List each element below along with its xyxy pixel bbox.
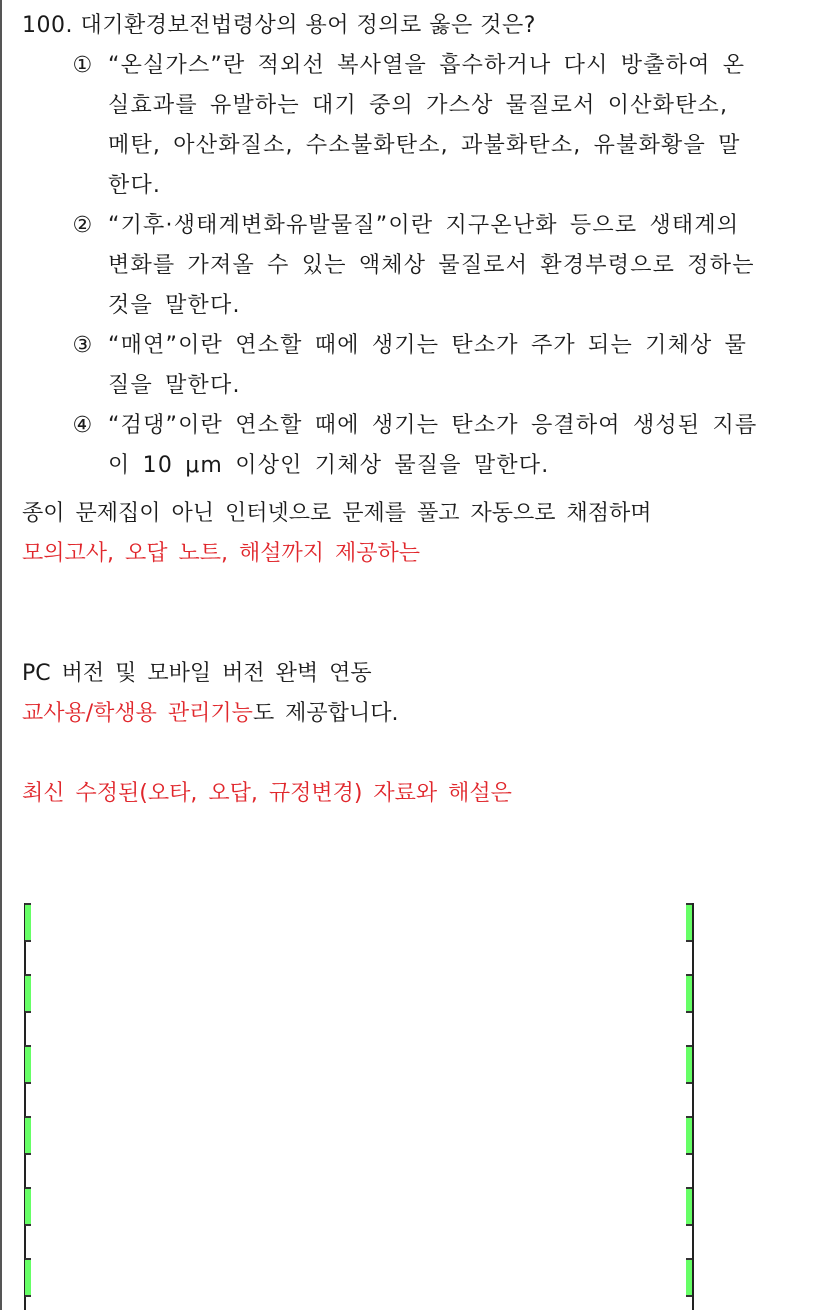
option-number-2: ② bbox=[72, 213, 94, 238]
option-1 bbox=[22, 46, 758, 206]
sprocket-icon bbox=[25, 974, 31, 1013]
sprocket-icon bbox=[686, 1116, 692, 1155]
promo-line-3: PC 버전 및 모바일 버전 완벽 연동 bbox=[22, 661, 372, 686]
sprocket-icon bbox=[25, 1187, 31, 1226]
promo-line-4-rest: 도 제공합니다. bbox=[252, 701, 399, 726]
sprocket-icon bbox=[686, 1187, 692, 1226]
sprocket-icon bbox=[686, 903, 692, 942]
option-4 bbox=[22, 406, 758, 486]
option-3 bbox=[22, 326, 758, 406]
film-strip-left bbox=[24, 903, 32, 1310]
sprocket-icon bbox=[686, 1258, 692, 1297]
sprocket-icon bbox=[686, 1045, 692, 1084]
film-strip-right bbox=[686, 903, 694, 1310]
sprocket-icon bbox=[25, 1045, 31, 1084]
option-text-3: “매연”이란 연소할 때에 생기는 탄소가 주가 되는 기체상 물질을 말한다. bbox=[108, 333, 748, 398]
film-rail-right bbox=[692, 903, 694, 1310]
promo-line-5: 최신 수정된(오타, 오답, 규정변경) 자료와 해설은 bbox=[22, 781, 512, 806]
option-text-1: “온실가스”란 적외선 복사열을 흡수하거나 다시 방출하여 온실효과를 유발하는 대기 중의 가스상 물질로서 이산화탄소, 메탄, 아산화질소, 수소불화탄소, 과불화탄소, 유불화황을 말한다. bbox=[108, 53, 746, 198]
question-block bbox=[22, 6, 812, 486]
promo-line-1: 종이 문제집이 아닌 인터넷으로 문제를 풀고 자동으로 채점하며 bbox=[22, 501, 652, 526]
option-text-2: “기후·생태계변화유발물질”이란 지구온난화 등으로 생태계의 변화를 가져올 수 있는 액체상 물질로서 환경부령으로 정하는 것을 말한다. bbox=[108, 213, 755, 318]
option-number-4: ④ bbox=[72, 413, 94, 438]
sprocket-icon bbox=[25, 1258, 31, 1297]
promo-line-4-highlight: 교사용/학생용 관리기능 bbox=[22, 701, 253, 726]
sprocket-icon bbox=[25, 903, 31, 942]
option-number-1: ① bbox=[72, 53, 94, 78]
option-2 bbox=[22, 206, 758, 326]
option-number-3: ③ bbox=[72, 333, 94, 358]
promo-line-2: 모의고사, 오답 노트, 해설까지 제공하는 bbox=[22, 541, 420, 566]
question-title: 100. 대기환경보전법령상의 용어 정의로 옳은 것은? bbox=[22, 13, 536, 38]
promo-line-4 bbox=[22, 694, 812, 734]
sprocket-icon bbox=[686, 974, 692, 1013]
sprocket-icon bbox=[25, 1116, 31, 1155]
option-text-4: “검댕”이란 연소할 때에 생기는 탄소가 응결하여 생성된 지름이 10 μm 이상인 기체상 물질을 말한다. bbox=[108, 413, 758, 478]
film-rail-left bbox=[24, 903, 26, 1310]
page-left-border bbox=[0, 0, 2, 1310]
